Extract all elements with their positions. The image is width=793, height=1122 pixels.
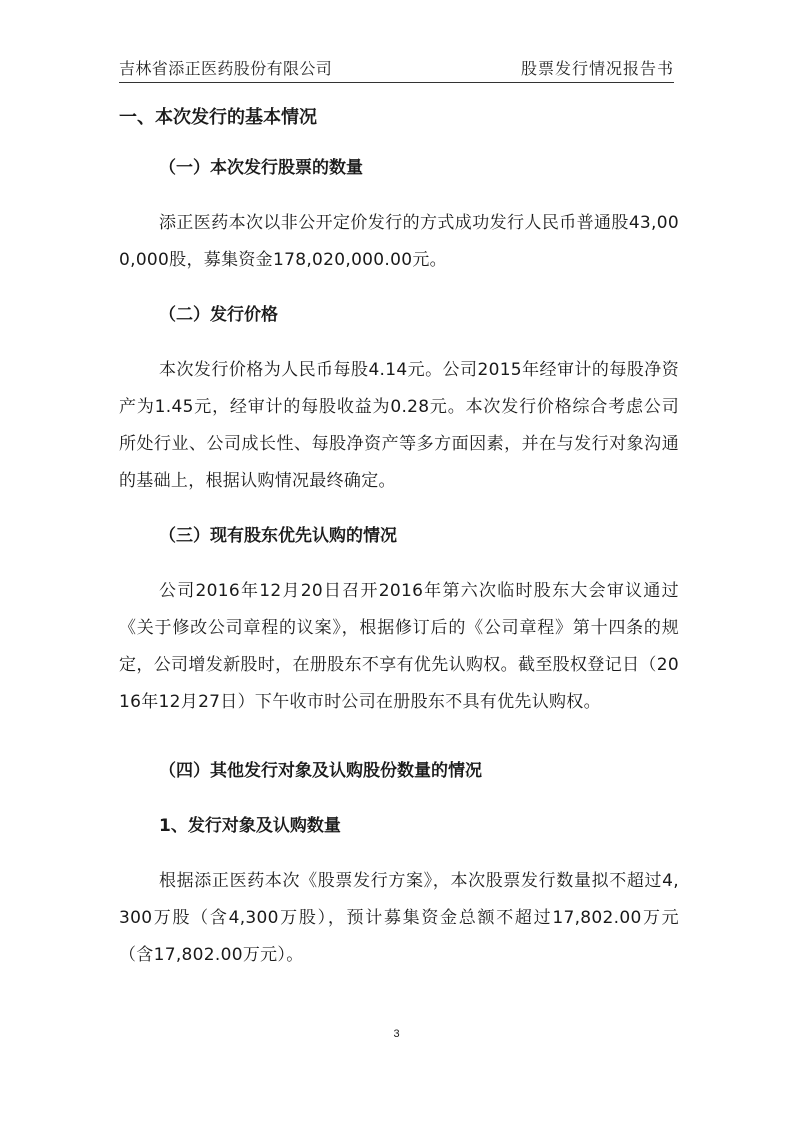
subsection-title-quantity: （一）本次发行股票的数量: [159, 158, 363, 178]
spacer: [119, 730, 679, 744]
subsection-title-other-subscribers: （四）其他发行对象及认购股份数量的情况: [159, 761, 482, 781]
page-number: 3: [393, 1028, 400, 1040]
header-report-title: 股票发行情况报告书: [520, 59, 674, 78]
paragraph-preemptive: 公司2016年12月20日召开2016年第六次临时股东大会审议通过《关于修改公司章程的议案》，根据修订后的《公司章程》第十四条的规定，公司增发新股时，在册股东不享有优先认购权。截至股权登记日（2016年12月27日）下午收市时公司在册股东不具有优先认购权。: [119, 581, 679, 712]
document-body: [119, 95, 679, 983]
item-title-subscribers: 1、发行对象及认购数量: [159, 816, 341, 836]
section-title: 一、本次发行的基本情况: [119, 107, 317, 128]
paragraph-quantity: 添正医药本次以非公开定价发行的方式成功发行人民币普通股43,000,000股，募集资金178,020,000.00元。: [119, 213, 679, 270]
subsection-title-price: （二）发行价格: [159, 305, 278, 325]
header-company-name: 吉林省添正医药股份有限公司: [119, 59, 333, 78]
paragraph-subscribers: 根据添正医药本次《股票发行方案》，本次股票发行数量拟不超过4,300万股（含4,300万股），预计募集资金总额不超过17,802.00万元（含17,802.00万元）。: [119, 871, 679, 965]
page-header: [119, 52, 674, 83]
paragraph-price: 本次发行价格为人民币每股4.14元。公司2015年经审计的每股净资产为1.45元，经审计的每股收益为0.28元。本次发行价格综合考虑公司所处行业、公司成长性、每股净资产等多方面因素，并在与发行对象沟通的基础上，根据认购情况最终确定。: [119, 360, 679, 491]
subsection-title-preemptive: （三）现有股东优先认购的情况: [159, 526, 397, 546]
